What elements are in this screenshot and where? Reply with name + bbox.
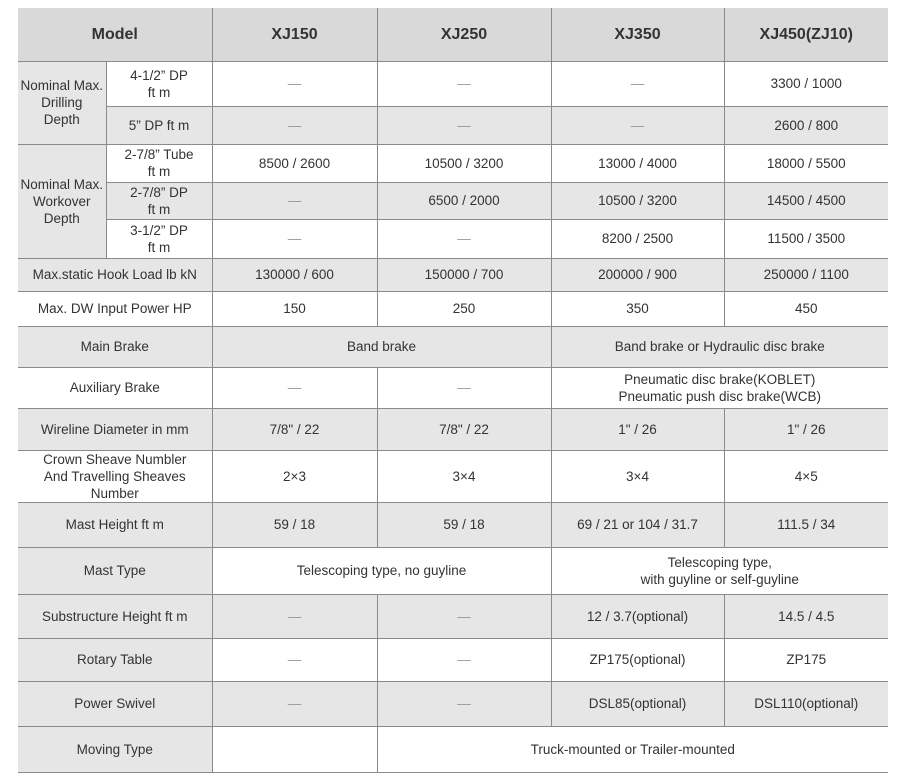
main-brake-row <box>18 326 888 367</box>
table-cell: 2×3 <box>212 450 377 502</box>
table-cell: 1" / 26 <box>724 408 888 450</box>
table-cell: Telescoping type, with guyline or self-guyline <box>551 547 888 594</box>
table-cell: 250000 / 1100 <box>724 258 888 291</box>
power-swivel-row <box>18 681 888 726</box>
table-cell: — <box>212 61 377 106</box>
table-cell: 4×5 <box>724 450 888 502</box>
table-cell: — <box>377 367 551 408</box>
table-cell: 14.5 / 4.5 <box>724 594 888 638</box>
table-cell: ZP175(optional) <box>551 638 724 681</box>
table-cell: DSL85(optional) <box>551 681 724 726</box>
table-cell: 3300 / 1000 <box>724 61 888 106</box>
row-label: Max.static Hook Load lb kN <box>18 258 212 291</box>
spec-table-container <box>18 8 888 773</box>
table-cell: — <box>551 61 724 106</box>
model-header: Model <box>18 8 212 61</box>
table-cell: 450 <box>724 291 888 326</box>
wireline-row <box>18 408 888 450</box>
table-cell: — <box>212 219 377 258</box>
workover-depth-sub-label: 2-7/8” Tube ft m <box>106 144 212 182</box>
drilling-depth-row-2 <box>18 106 888 144</box>
table-cell: — <box>212 681 377 726</box>
table-cell: 250 <box>377 291 551 326</box>
table-cell: — <box>212 594 377 638</box>
table-cell: — <box>377 61 551 106</box>
workover-depth-row-1 <box>18 144 888 182</box>
table-cell: 150000 / 700 <box>377 258 551 291</box>
table-cell: 10500 / 3200 <box>377 144 551 182</box>
table-cell: — <box>377 681 551 726</box>
drilling-depth-row-1 <box>18 61 888 106</box>
table-cell: 11500 / 3500 <box>724 219 888 258</box>
row-label: Mast Height ft m <box>18 502 212 547</box>
table-cell: Telescoping type, no guyline <box>212 547 551 594</box>
mast-type-row <box>18 547 888 594</box>
row-label: Moving Type <box>18 726 212 772</box>
table-cell: Truck-mounted or Trailer-mounted <box>377 726 888 772</box>
row-label: Rotary Table <box>18 638 212 681</box>
table-cell: 14500 / 4500 <box>724 182 888 219</box>
model-xj350-header: XJ350 <box>551 8 724 61</box>
table-cell: — <box>377 219 551 258</box>
mast-height-row <box>18 502 888 547</box>
sheaves-row <box>18 450 888 502</box>
drilling-depth-sub-label: 5” DP ft m <box>106 106 212 144</box>
workover-depth-group-label: Nominal Max. Workover Depth <box>18 144 106 258</box>
hook-load-row <box>18 258 888 291</box>
header-row <box>18 8 888 61</box>
model-xj450-header: XJ450(ZJ10) <box>724 8 888 61</box>
table-cell: — <box>551 106 724 144</box>
dw-power-row <box>18 291 888 326</box>
row-label: Mast Type <box>18 547 212 594</box>
moving-type-row <box>18 726 888 772</box>
aux-brake-row <box>18 367 888 408</box>
model-xj250-header: XJ250 <box>377 8 551 61</box>
workover-depth-row-3 <box>18 219 888 258</box>
table-cell: 350 <box>551 291 724 326</box>
row-label: Max. DW Input Power HP <box>18 291 212 326</box>
table-cell: Band brake or Hydraulic disc brake <box>551 326 888 367</box>
table-cell: 2600 / 800 <box>724 106 888 144</box>
table-cell: 59 / 18 <box>212 502 377 547</box>
table-cell: 130000 / 600 <box>212 258 377 291</box>
table-cell: 3×4 <box>551 450 724 502</box>
table-cell: 111.5 / 34 <box>724 502 888 547</box>
table-cell: 7/8" / 22 <box>212 408 377 450</box>
table-cell: 69 / 21 or 104 / 31.7 <box>551 502 724 547</box>
table-cell: — <box>377 638 551 681</box>
table-cell: ZP175 <box>724 638 888 681</box>
table-cell: — <box>212 367 377 408</box>
table-cell: Band brake <box>212 326 551 367</box>
table-cell: 7/8" / 22 <box>377 408 551 450</box>
table-cell: — <box>377 106 551 144</box>
table-cell: 18000 / 5500 <box>724 144 888 182</box>
row-label: Main Brake <box>18 326 212 367</box>
table-cell: 3×4 <box>377 450 551 502</box>
workover-depth-sub-label: 3-1/2” DP ft m <box>106 219 212 258</box>
table-cell: — <box>212 638 377 681</box>
table-cell: 1" / 26 <box>551 408 724 450</box>
row-label: Power Swivel <box>18 681 212 726</box>
table-cell: 8500 / 2600 <box>212 144 377 182</box>
specification-table <box>18 8 888 773</box>
row-label: Wireline Diameter in mm <box>18 408 212 450</box>
workover-depth-sub-label: 2-7/8” DP ft m <box>106 182 212 219</box>
table-cell: — <box>212 182 377 219</box>
table-cell: — <box>377 594 551 638</box>
workover-depth-row-2 <box>18 182 888 219</box>
table-cell: 12 / 3.7(optional) <box>551 594 724 638</box>
model-xj150-header: XJ150 <box>212 8 377 61</box>
table-cell: 150 <box>212 291 377 326</box>
table-cell: DSL110(optional) <box>724 681 888 726</box>
row-label: Auxiliary Brake <box>18 367 212 408</box>
substructure-row <box>18 594 888 638</box>
table-cell: 10500 / 3200 <box>551 182 724 219</box>
table-cell <box>212 726 377 772</box>
table-cell: Pneumatic disc brake(KOBLET) Pneumatic push disc brake(WCB) <box>551 367 888 408</box>
drilling-depth-group-label: Nominal Max. Drilling Depth <box>18 61 106 144</box>
rotary-table-row <box>18 638 888 681</box>
table-cell: — <box>212 106 377 144</box>
drilling-depth-sub-label: 4-1/2” DP ft m <box>106 61 212 106</box>
table-cell: 8200 / 2500 <box>551 219 724 258</box>
row-label: Substructure Height ft m <box>18 594 212 638</box>
table-cell: 200000 / 900 <box>551 258 724 291</box>
row-label: Crown Sheave Numbler And Travelling Sheaves Number <box>18 450 212 502</box>
table-cell: 59 / 18 <box>377 502 551 547</box>
table-cell: 13000 / 4000 <box>551 144 724 182</box>
table-cell: 6500 / 2000 <box>377 182 551 219</box>
